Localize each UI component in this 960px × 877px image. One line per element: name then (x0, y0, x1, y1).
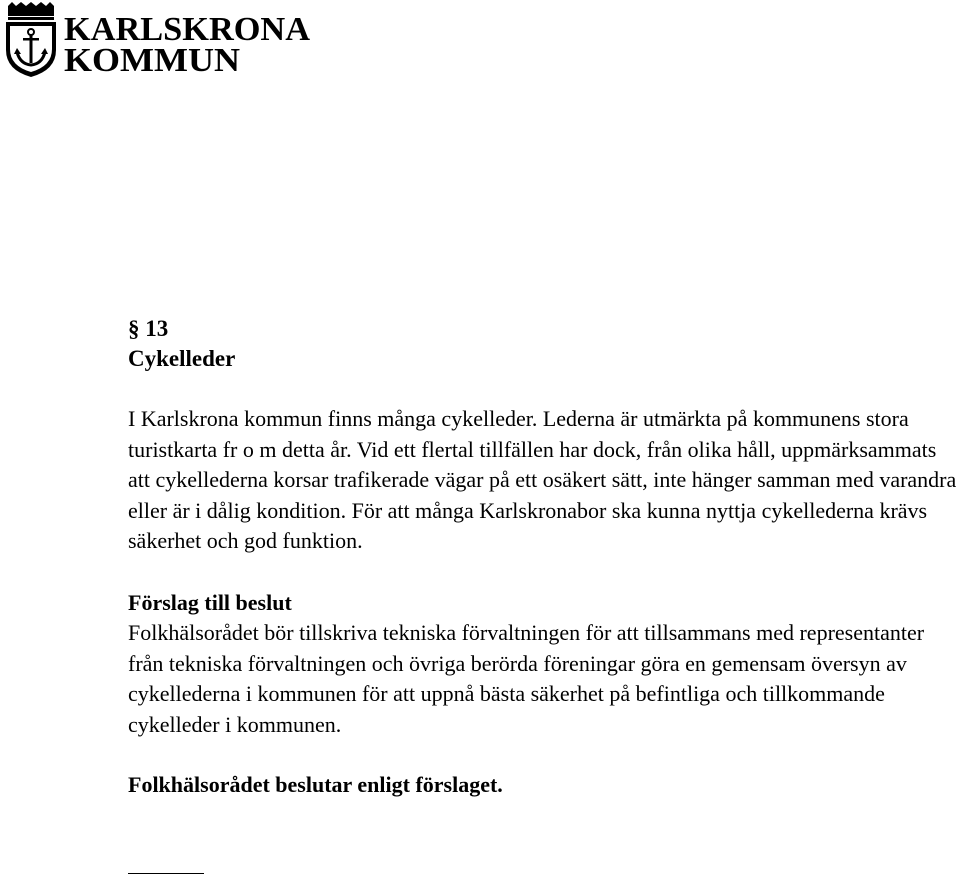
karlskrona-coat-of-arms-icon (2, 2, 60, 78)
logo-line-1: KARLSKRONA (64, 12, 311, 48)
proposal-heading: Förslag till beslut (128, 589, 292, 615)
footer-rule (128, 873, 204, 874)
logo-wordmark (64, 12, 314, 72)
section-title: Cykelleder (128, 346, 236, 371)
karlskrona-kommun-logo (2, 2, 312, 78)
logo-line-2: KOMMUN (64, 42, 241, 72)
decision-text: Folkhälsorådet beslutar enligt förslaget. (128, 772, 503, 797)
section-body: I Karlskrona kommun finns många cykelleder. Lederna är utmärkta på kommunens stora turistkarta fr o m detta år. Vid ett flertal tillfällen har dock, från olika håll, uppmärksammats att cykellederna korsar trafikerade vägar på ett osäkert sätt, inte hänger samman med varandra eller är i dålig kondition. För att många Karlskronabor ska kunna nyttja cykellederna krävs säkerhet och god funktion. (128, 406, 957, 553)
section-number: § 13 (128, 316, 169, 341)
section-13 (128, 314, 958, 800)
proposal-body: Folkhälsorådet bör tillskriva tekniska förvaltningen för att tillsammans med representanter från tekniska förvaltningen och övriga berörda föreningar göra en gemensam översyn av cykellederna i kommunen för att uppnå bästa säkerhet på befintliga och tillkommande cykelleder i kommunen. (128, 620, 925, 737)
